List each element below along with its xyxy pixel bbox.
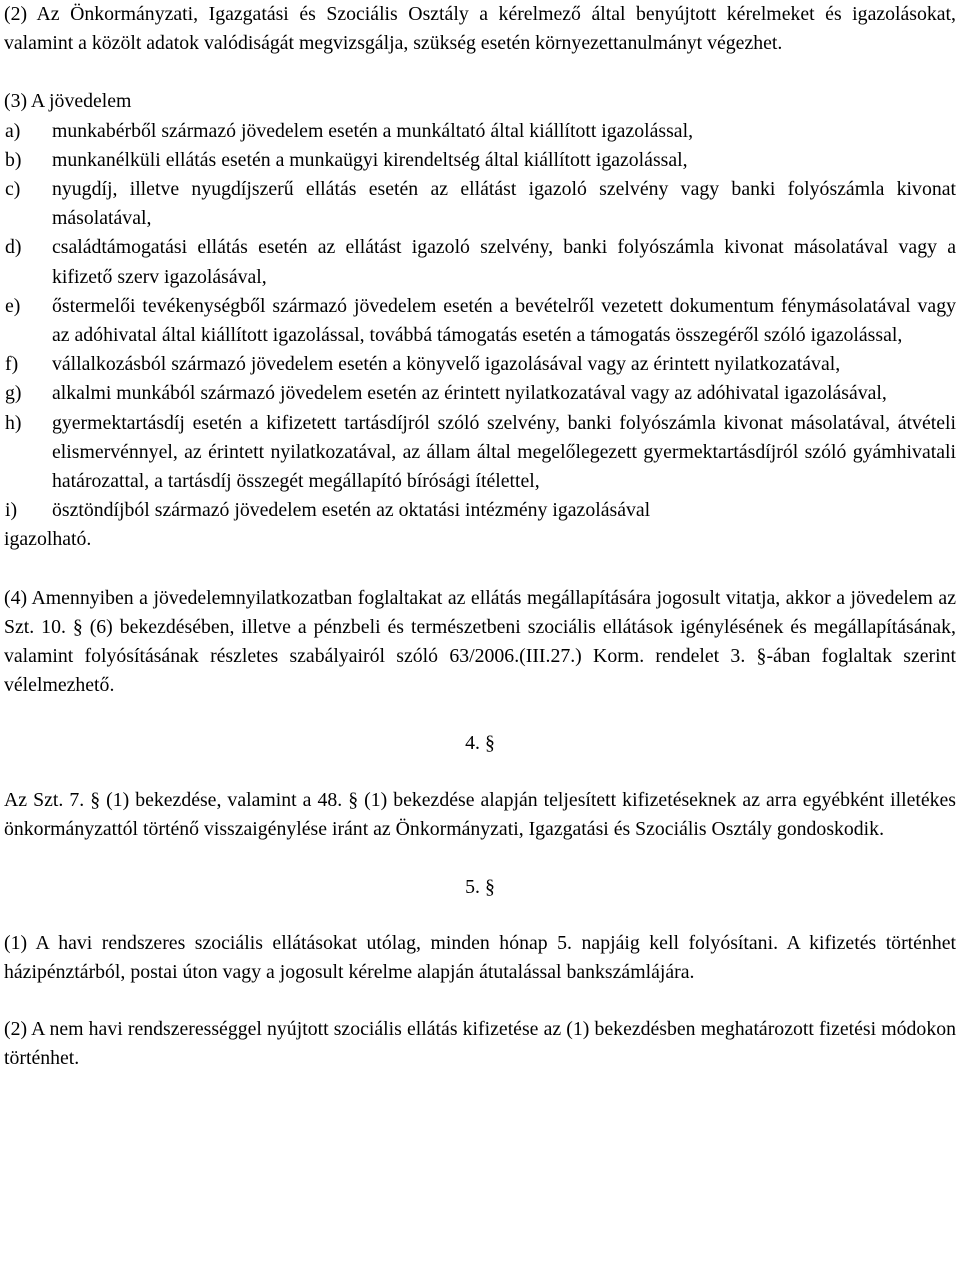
list-item-f — [5, 350, 956, 379]
section-5-paragraph-2: (2) A nem havi rendszerességgel nyújtott szociális ellátás kifizetése az (1) bekezdésben meghatározott fizetési módokon történhet. — [4, 1017, 956, 1069]
section-3-list — [5, 117, 956, 526]
list-text: gyermektartásdíj esetén a kifizetett tartásdíjról szóló szelvény, banki folyószámla kivonat másolatával, átvételi elismervénnyel, az érintett nyilatkozatával, az állam által megelőlegezett gyermektartásdíjról szóló gyámhivatali határozattal, a tartásdíj összegét megállapító bírósági ítélettel, — [52, 411, 956, 493]
list-text: alkalmi munkából származó jövedelem esetén az érintett nyilatkozatával vagy az adóhivatal igazolásával, — [52, 382, 887, 405]
list-label: c) — [5, 178, 21, 201]
paragraph-2: (2) Az Önkormányzati, Igazgatási és Szociális Osztály a kérelmező által benyújtott kérelmeket és igazolásokat, valamint a közölt adatok valódiságát megvizsgálja, szükség esetén környezettanulmányt végezhet. — [4, 3, 956, 55]
list-text: munkanélküli ellátás esetén a munkaügyi kirendeltség által kiállított igazolással, — [52, 148, 688, 171]
list-text: ösztöndíjból származó jövedelem esetén az oktatási intézmény igazolásával — [52, 499, 651, 522]
list-label: h) — [5, 411, 22, 434]
list-text: munkabérből származó jövedelem esetén a munkáltató által kiállított igazolással, — [52, 119, 694, 142]
list-label: g) — [5, 382, 22, 405]
list-item-c — [5, 175, 956, 233]
list-item-d — [5, 233, 956, 291]
list-text: családtámogatási ellátás esetén az ellátást igazoló szelvény, banki folyószámla kivonat másolatával vagy a kifizető szerv igazolásával, — [52, 236, 956, 288]
list-label: a) — [5, 119, 21, 142]
section-5-paragraph-1: (1) A havi rendszeres szociális ellátásokat utólag, minden hónap 5. napjáig kell folyósítani. A kifizetés történhet házipénztárból, postai úton vagy a jogosult kérelme alapján átutalással bankszámlájára. — [4, 932, 956, 984]
list-text: nyugdíj, illetve nyugdíjszerű ellátás esetén az ellátást igazoló szelvény vagy banki folyószámla kivonat másolatával, — [52, 178, 956, 230]
list-label: e) — [5, 294, 21, 317]
section-heading-5: 5. § — [465, 876, 495, 899]
list-item-e — [5, 292, 956, 350]
section-3 — [4, 87, 956, 554]
list-item-a — [5, 117, 956, 146]
list-label: f) — [5, 353, 19, 376]
list-item-g — [5, 379, 956, 408]
list-item-b — [5, 146, 956, 175]
list-label: d) — [5, 236, 22, 259]
list-label: i) — [5, 499, 18, 522]
section-4-text: Az Szt. 7. § (1) bekezdése, valamint a 48. § (1) bekezdése alapján teljesített kifizetéseknek az arra egyébként illetékes önkormányzattól történő visszaigénylése iránt az Önkormányzati, Igazgatási és Szociális Osztály gondoskodik. — [4, 788, 956, 840]
list-item-h — [5, 409, 956, 497]
document-page — [4, 0, 956, 1073]
paragraph-4: (4) Amennyiben a jövedelemnyilatkozatban foglaltakat az ellátás megállapítására jogosult vitatja, akkor a jövedelem az Szt. 10. § (6) bekezdésében, illetve a pénzbeli és természetbeni szociális ellátások igénylésének és megállapításának, valamint folyósításának részletes szabályairól szóló 63/2006.(III.27.) Korm. rendelet 3. §-ában foglaltak szerint vélelmezhető. — [4, 586, 956, 697]
section-3-intro: (3) A jövedelem — [4, 90, 132, 113]
list-text: őstermelői tevékenységből származó jövedelem esetén a bevételről vezetett dokumentum fénymásolatával vagy az adóhivatal által kiállított igazolással, továbbá támogatás esetén a támogatás összegéről szóló igazolással, — [52, 294, 956, 347]
section-heading-4: 4. § — [465, 732, 495, 755]
list-text: vállalkozásból származó jövedelem esetén a könyvelő igazolásával vagy az érintett nyilatkozatával, — [52, 353, 841, 376]
section-3-closing: igazolható. — [4, 528, 92, 551]
list-item-i — [5, 496, 956, 525]
list-label: b) — [5, 148, 22, 171]
